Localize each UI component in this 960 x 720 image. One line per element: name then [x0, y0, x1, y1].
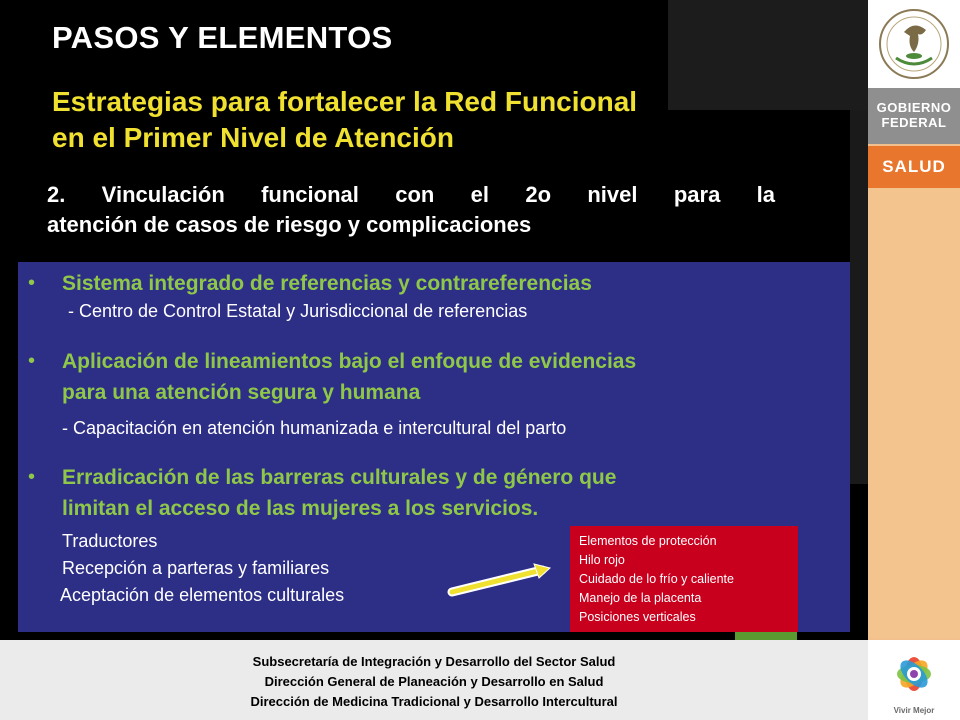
right-strip: [868, 188, 960, 638]
arrow-right-icon: [446, 560, 562, 600]
mexico-emblem: [868, 0, 960, 88]
bullet-3-title-line-2: limitan el acceso de las mujeres a los servicios.: [62, 497, 539, 520]
gobierno-federal-logo: [868, 88, 960, 144]
red-box-line: Manejo de la placenta: [579, 591, 702, 605]
footer-line-2: Dirección General de Planeación y Desarrollo en Salud: [264, 674, 604, 689]
slide-subtitle: [52, 84, 792, 156]
bullet-3-item-2: Recepción a parteras y familiares: [62, 558, 330, 578]
bullet-3-item-1: Traductores: [62, 531, 158, 551]
eagle-emblem-icon: [868, 0, 960, 88]
bullet-3-item-3: Aceptación de elementos culturales: [60, 585, 345, 605]
red-box-line: Cuidado de lo frío y caliente: [579, 572, 734, 586]
bullet-2-title-line-2: para una atención segura y humana: [62, 381, 421, 404]
bullet-3-title-line-1: Erradicación de las barreras culturales y de género que: [62, 466, 617, 489]
bullet-1-sub: - Centro de Control Estatal y Jurisdiccional de referencias: [68, 301, 528, 321]
red-box-line: Posiciones verticales: [579, 610, 696, 624]
bullet-marker: •: [28, 466, 36, 488]
bullet-2-title-line-1: Aplicación de lineamientos bajo el enfoque de evidencias: [62, 350, 637, 373]
bullet-2-sub: - Capacitación en atención humanizada e intercultural del parto: [62, 418, 567, 438]
branding-column: [868, 0, 960, 720]
bullet-1-title: Sistema integrado de referencias y contrareferencias: [62, 272, 592, 295]
salud-logo: SALUD: [868, 146, 960, 188]
bullet-marker: •: [28, 350, 36, 372]
gobierno-label: GOBIERNO: [876, 100, 952, 115]
subtitle-line-2: en el Primer Nivel de Atención: [52, 122, 454, 153]
vivir-mejor-label: Vivir Mejor: [893, 706, 935, 715]
slide-title: PASOS Y ELEMENTOS: [52, 20, 393, 55]
footer-line-1: Subsecretaría de Integración y Desarrollo del Sector Salud: [252, 654, 616, 669]
footer-line-3: Dirección de Medicina Tradicional y Desarrollo Intercultural: [250, 694, 618, 709]
footer: [0, 640, 868, 720]
vivir-mejor-flower-icon: [868, 640, 960, 710]
intro-line-2: atención de casos de riesgo y complicaciones: [47, 212, 532, 237]
side-dark-band: [850, 110, 868, 484]
red-box-line: Elementos de protección: [579, 534, 717, 548]
intro-text: [47, 180, 775, 240]
bullet-marker: •: [28, 272, 36, 294]
subtitle-line-1: Estrategias para fortalecer la Red Funcional: [52, 86, 638, 117]
federal-label: FEDERAL: [881, 115, 947, 130]
cultural-elements-box: [570, 526, 798, 632]
green-accent-tab: [735, 632, 797, 640]
red-box-line: Hilo rojo: [579, 553, 625, 567]
intro-line-1: 2. Vinculación funcional con el 2o nivel para la: [47, 182, 775, 207]
